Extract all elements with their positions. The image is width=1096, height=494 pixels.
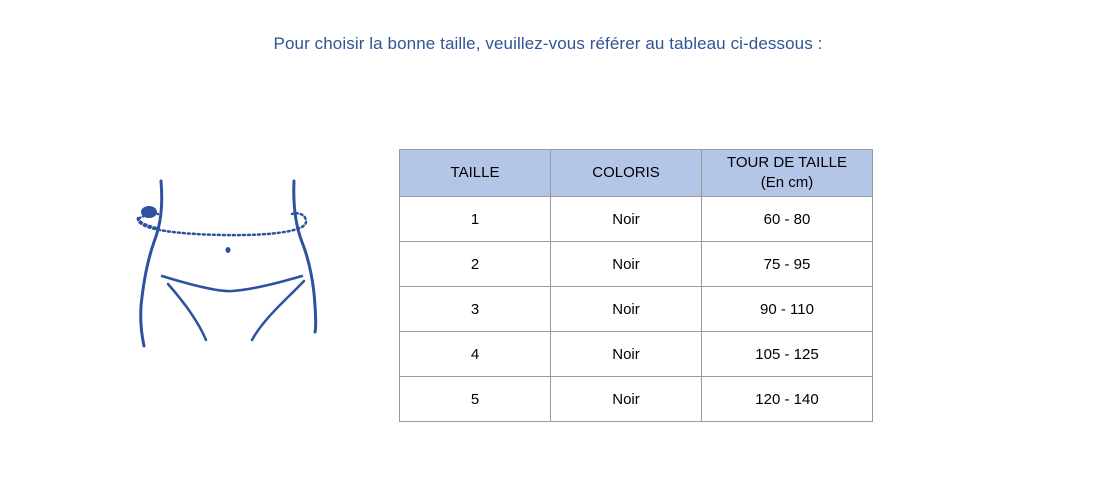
table-row — [400, 332, 873, 377]
cell-color: Noir — [551, 197, 702, 242]
waist-measurement-icon — [128, 176, 318, 348]
cell-color: Noir — [551, 332, 702, 377]
cell-size: 5 — [400, 377, 551, 422]
table-header-row — [400, 150, 873, 197]
cell-size: 1 — [400, 197, 551, 242]
cell-size: 3 — [400, 287, 551, 332]
cell-color: Noir — [551, 377, 702, 422]
cell-waist: 75 - 95 — [702, 242, 873, 287]
header-waist — [702, 150, 873, 197]
cell-waist: 120 - 140 — [702, 377, 873, 422]
table-row — [400, 287, 873, 332]
cell-color: Noir — [551, 287, 702, 332]
cell-color: Noir — [551, 242, 702, 287]
cell-size: 4 — [400, 332, 551, 377]
header-color: COLORIS — [551, 150, 702, 197]
header-size: TAILLE — [400, 150, 551, 197]
cell-waist: 60 - 80 — [702, 197, 873, 242]
table-row — [400, 242, 873, 287]
table-row — [400, 377, 873, 422]
header-waist-unit: (En cm) — [760, 174, 814, 191]
table-row — [400, 197, 873, 242]
size-chart-table — [399, 149, 873, 422]
page-title: Pour choisir la bonne taille, veuillez-vous référer au tableau ci-dessous : — [273, 34, 823, 53]
header-waist-label: TOUR DE TAILLE — [726, 154, 848, 171]
cell-waist: 90 - 110 — [702, 287, 873, 332]
cell-waist: 105 - 125 — [702, 332, 873, 377]
cell-size: 2 — [400, 242, 551, 287]
